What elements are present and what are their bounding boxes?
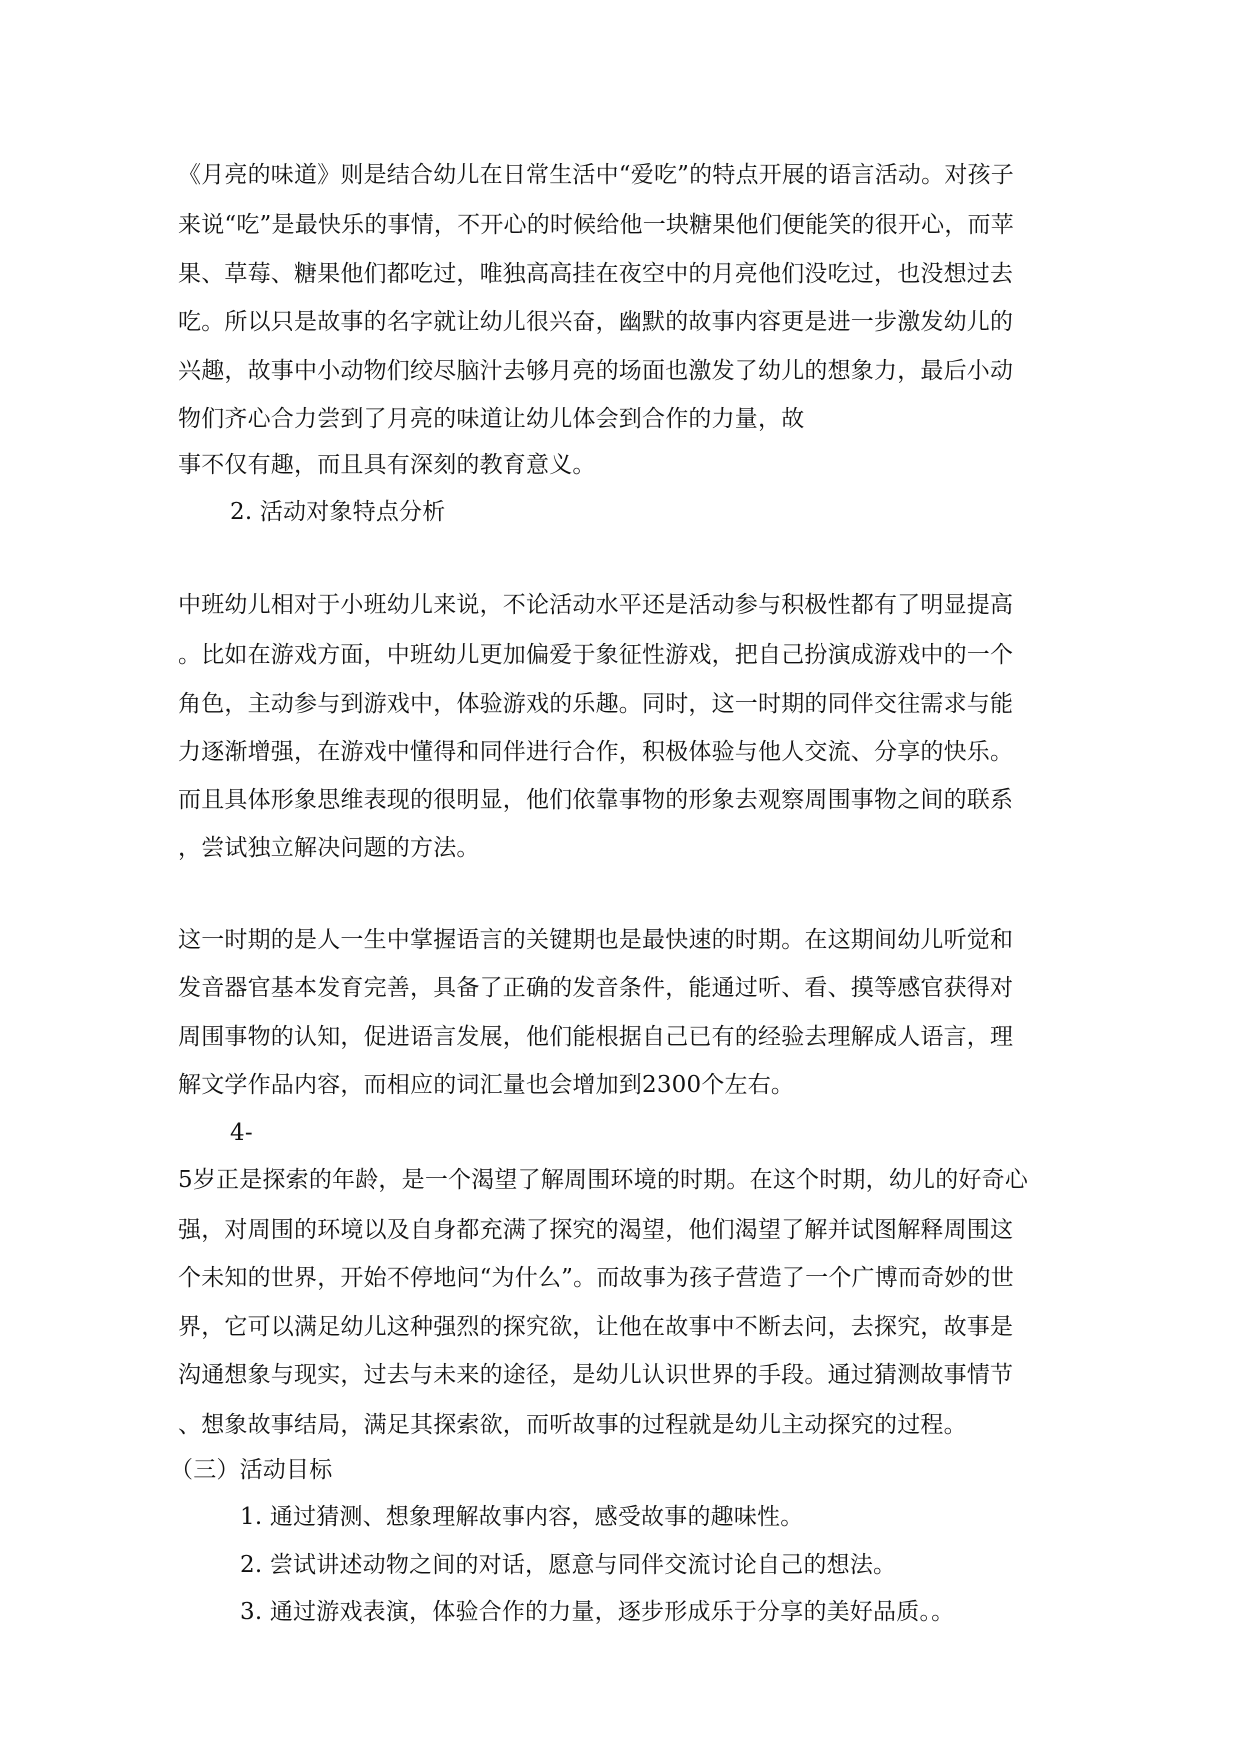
- paragraph-line: 吃。所以只是故事的名字就让幼儿很兴奋，幽默的故事内容更是进一步激发幼儿的: [178, 309, 1014, 335]
- paragraph-line: 个未知的世界，开始不停地问“为什么”。而故事为孩子营造了一个广博而奇妙的世: [178, 1265, 1014, 1291]
- section-heading: （三）活动目标: [170, 1457, 333, 1483]
- paragraph-line: 兴趣，故事中小动物们绞尽脑汁去够月亮的场面也激发了幼儿的想象力，最后小动: [178, 358, 1014, 384]
- paragraph-line: 果、草莓、糖果他们都吃过，唯独高高挂在夜空中的月亮他们没吃过，也没想过去: [178, 261, 1014, 287]
- paragraph-line: 这一时期的是人一生中掌握语言的关键期也是最快速的时期。在这期间幼儿听觉和: [178, 927, 1014, 953]
- paragraph-line: 《月亮的味道》则是结合幼儿在日常生活中“爱吃”的特点开展的语言活动。对孩子: [178, 162, 1014, 188]
- paragraph-line: 5岁正是探索的年龄，是一个渴望了解周围环境的时期。在这个时期，幼儿的好奇心: [178, 1167, 1029, 1193]
- paragraph-line: 事不仅有趣，而且具有深刻的教育意义。: [178, 452, 596, 478]
- paragraph-line: 沟通想象与现实，过去与未来的途径，是幼儿认识世界的手段。通过猜测故事情节: [178, 1362, 1014, 1388]
- subheading: 2. 活动对象特点分析: [230, 499, 446, 525]
- paragraph-line: ，尝试独立解决问题的方法。: [178, 835, 480, 861]
- paragraph-line: 发音器官基本发育完善，具备了正确的发音条件，能通过听、看、摸等感官获得对: [178, 975, 1014, 1001]
- paragraph-line: 力逐渐增强，在游戏中懂得和同伴进行合作，积极体验与他人交流、分享的快乐。: [178, 739, 1014, 765]
- paragraph-line: 中班幼儿相对于小班幼儿来说，不论活动水平还是活动参与积极性都有了明显提高: [178, 592, 1014, 618]
- paragraph-line: 、想象故事结局，满足其探索欲，而听故事的过程就是幼儿主动探究的过程。: [178, 1412, 967, 1438]
- goal-item: 3. 通过游戏表演，体验合作的力量，逐步形成乐于分享的美好品质。。: [240, 1599, 955, 1625]
- paragraph-line: 强，对周围的环境以及自身都充满了探究的渴望，他们渴望了解并试图解释周围这: [178, 1217, 1014, 1243]
- paragraph-line: 来说“吃”是最快乐的事情，不开心的时候给他一块糖果他们便能笑的很开心，而苹: [178, 212, 1014, 238]
- paragraph-line: 而且具体形象思维表现的很明显，他们依靠事物的形象去观察周围事物之间的联系: [178, 787, 1014, 813]
- paragraph-line: 。比如在游戏方面，中班幼儿更加偏爱于象征性游戏，把自己扮演成游戏中的一个: [178, 642, 1014, 668]
- paragraph-line: 周围事物的认知，促进语言发展，他们能根据自己已有的经验去理解成人语言，理: [178, 1024, 1014, 1050]
- paragraph-line: 界，它可以满足幼儿这种强烈的探究欲，让他在故事中不断去问，去探究，故事是: [178, 1314, 1014, 1340]
- paragraph-line: 角色，主动参与到游戏中，体验游戏的乐趣。同时，这一时期的同伴交往需求与能: [178, 691, 1014, 717]
- goal-item: 2. 尝试讲述动物之间的对话，愿意与同伴交流讨论自己的想法。: [240, 1552, 897, 1578]
- age-range-fragment: 4-: [230, 1120, 253, 1146]
- paragraph-line: 解文学作品内容，而相应的词汇量也会增加到2300个左右。: [178, 1072, 795, 1098]
- goal-item: 1. 通过猜测、想象理解故事内容，感受故事的趣味性。: [240, 1504, 804, 1530]
- paragraph-line: 物们齐心合力尝到了月亮的味道让幼儿体会到合作的力量，故: [178, 406, 805, 432]
